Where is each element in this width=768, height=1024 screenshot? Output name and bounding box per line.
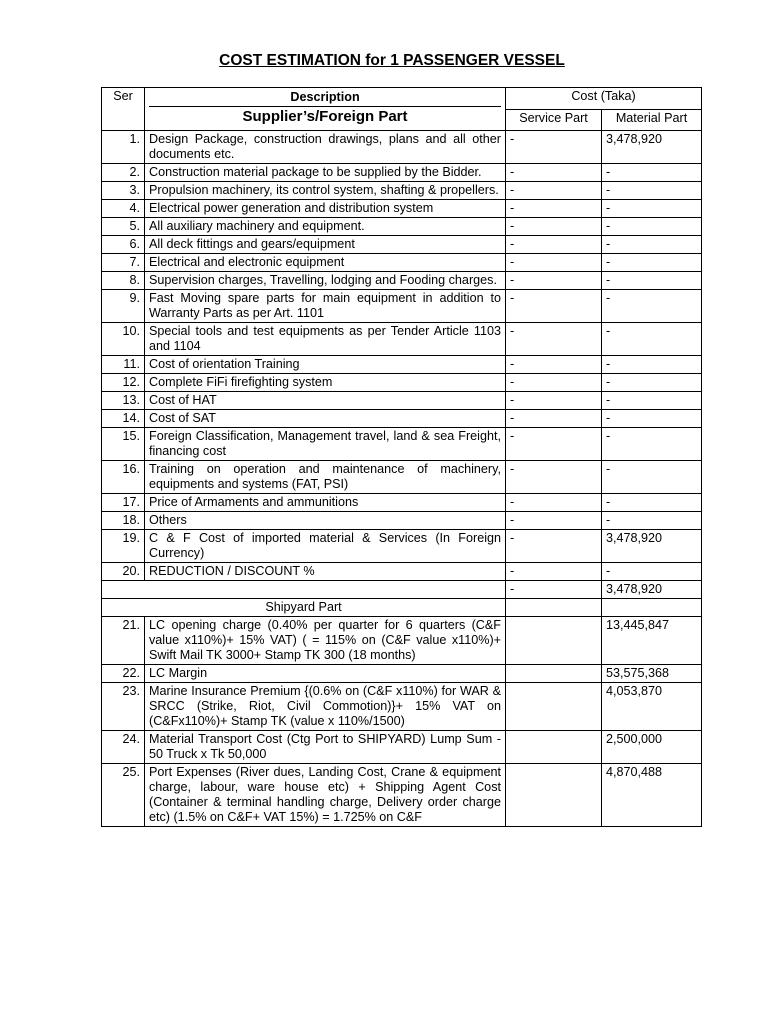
row-ser: 8. [102, 272, 145, 290]
row-service-cost: - [506, 182, 602, 200]
shipyard-section-service [506, 599, 602, 617]
row-material-cost: - [602, 494, 702, 512]
row-ser: 20. [102, 563, 145, 581]
table-row [102, 374, 702, 392]
row-service-cost: - [506, 272, 602, 290]
subtotal-service: - [506, 581, 602, 599]
row-ser: 4. [102, 200, 145, 218]
row-description: Marine Insurance Premium {(0.6% on (C&F x110%) for WAR & SRCC (Strike, Riot, Civil Commotion)}+ 15% VAT on (C&Fx110%)+ Stamp TK (value x 110%/1500) [145, 683, 506, 731]
shipyard-section-material [602, 599, 702, 617]
row-description: Design Package, construction drawings, plans and all other documents etc. [145, 131, 506, 164]
row-material-cost: - [602, 374, 702, 392]
table-row [102, 254, 702, 272]
row-service-cost: - [506, 218, 602, 236]
row-description: Supervision charges, Travelling, lodging and Fooding charges. [145, 272, 506, 290]
row-description: Cost of HAT [145, 392, 506, 410]
row-description: LC opening charge (0.40% per quarter for 6 quarters (C&F value x110%)+ 15% VAT) ( = 115% on (C&F value x110%)+ Swift Mail TK 3000+ Stamp TK 300 (18 months) [145, 617, 506, 665]
subtotal-body [102, 581, 702, 617]
table-row [102, 665, 702, 683]
row-ser: 12. [102, 374, 145, 392]
shipyard-section-row [102, 599, 702, 617]
row-service-cost: - [506, 131, 602, 164]
shipyard-part-title: Shipyard Part [102, 599, 506, 617]
row-material-cost: - [602, 290, 702, 323]
row-service-cost [506, 683, 602, 731]
row-material-cost: - [602, 356, 702, 374]
row-material-cost: - [602, 236, 702, 254]
table-row [102, 200, 702, 218]
row-service-cost [506, 764, 602, 827]
row-description: Complete FiFi firefighting system [145, 374, 506, 392]
table-row [102, 512, 702, 530]
row-description: Foreign Classification, Management travel, land & sea Freight, financing cost [145, 428, 506, 461]
row-service-cost: - [506, 254, 602, 272]
row-ser: 2. [102, 164, 145, 182]
row-material-cost: - [602, 428, 702, 461]
header-description-label: Description [149, 89, 501, 107]
row-description: Electrical and electronic equipment [145, 254, 506, 272]
row-ser: 14. [102, 410, 145, 428]
row-service-cost [506, 617, 602, 665]
row-description: Construction material package to be supplied by the Bidder. [145, 164, 506, 182]
table-row [102, 428, 702, 461]
table-row [102, 131, 702, 164]
row-description: Port Expenses (River dues, Landing Cost, Crane & equipment charge, labour, ware house etc) + Shipping Agent Cost (Container & terminal handling charge, Delivery order charge etc) (1.5% on C&F+ VAT 15%) = 1.725% on C&F [145, 764, 506, 827]
row-ser: 1. [102, 131, 145, 164]
header-row [102, 88, 702, 110]
row-ser: 18. [102, 512, 145, 530]
row-service-cost: - [506, 410, 602, 428]
row-description: C & F Cost of imported material & Services (In Foreign Currency) [145, 530, 506, 563]
table-row [102, 494, 702, 512]
table-row [102, 410, 702, 428]
row-material-cost: 2,500,000 [602, 731, 702, 764]
row-material-cost: 3,478,920 [602, 131, 702, 164]
header-description [145, 88, 506, 131]
row-ser: 5. [102, 218, 145, 236]
table-row [102, 236, 702, 254]
table-row [102, 764, 702, 827]
row-ser: 21. [102, 617, 145, 665]
row-service-cost: - [506, 374, 602, 392]
row-ser: 3. [102, 182, 145, 200]
table-row [102, 272, 702, 290]
row-material-cost: - [602, 323, 702, 356]
header-ser: Ser [102, 88, 145, 131]
row-ser: 6. [102, 236, 145, 254]
row-service-cost: - [506, 392, 602, 410]
subtotal-blank [102, 581, 506, 599]
row-material-cost: - [602, 218, 702, 236]
row-material-cost: - [602, 182, 702, 200]
row-description: Material Transport Cost (Ctg Port to SHIPYARD) Lump Sum - 50 Truck x Tk 50,000 [145, 731, 506, 764]
row-ser: 19. [102, 530, 145, 563]
row-material-cost: - [602, 200, 702, 218]
table-row [102, 731, 702, 764]
row-material-cost: - [602, 563, 702, 581]
row-material-cost: 13,445,847 [602, 617, 702, 665]
table-row [102, 218, 702, 236]
header-suppliers-part: Supplier’s/Foreign Part [242, 108, 408, 125]
header-cost: Cost (Taka) [506, 88, 702, 110]
row-description: Cost of orientation Training [145, 356, 506, 374]
table-row [102, 563, 702, 581]
row-ser: 17. [102, 494, 145, 512]
row-service-cost: - [506, 494, 602, 512]
row-ser: 7. [102, 254, 145, 272]
subtotal-material: 3,478,920 [602, 581, 702, 599]
header-material-part: Material Part [602, 109, 702, 131]
row-ser: 22. [102, 665, 145, 683]
row-service-cost: - [506, 236, 602, 254]
row-description: Price of Armaments and ammunitions [145, 494, 506, 512]
row-ser: 11. [102, 356, 145, 374]
row-material-cost: 4,053,870 [602, 683, 702, 731]
document-title [0, 52, 768, 70]
table-row [102, 323, 702, 356]
row-service-cost: - [506, 290, 602, 323]
row-service-cost: - [506, 164, 602, 182]
table-row [102, 164, 702, 182]
row-service-cost: - [506, 428, 602, 461]
row-description: Electrical power generation and distribution system [145, 200, 506, 218]
row-service-cost: - [506, 563, 602, 581]
row-ser: 16. [102, 461, 145, 494]
row-service-cost [506, 665, 602, 683]
row-ser: 10. [102, 323, 145, 356]
table-row [102, 356, 702, 374]
row-material-cost: - [602, 164, 702, 182]
row-material-cost: - [602, 272, 702, 290]
row-material-cost: - [602, 512, 702, 530]
row-ser: 15. [102, 428, 145, 461]
row-service-cost: - [506, 323, 602, 356]
row-material-cost: - [602, 254, 702, 272]
row-material-cost: - [602, 392, 702, 410]
table-row [102, 617, 702, 665]
row-ser: 23. [102, 683, 145, 731]
row-service-cost: - [506, 530, 602, 563]
row-description: LC Margin [145, 665, 506, 683]
table-row [102, 530, 702, 563]
row-description: Fast Moving spare parts for main equipment in addition to Warranty Parts as per Art. 1101 [145, 290, 506, 323]
row-service-cost: - [506, 512, 602, 530]
row-description: Training on operation and maintenance of machinery, equipments and systems (FAT, PSI) [145, 461, 506, 494]
row-material-cost: - [602, 410, 702, 428]
header-service-part: Service Part [506, 109, 602, 131]
row-service-cost: - [506, 461, 602, 494]
table-row [102, 392, 702, 410]
row-description: Special tools and test equipments as per Tender Article 1103 and 1104 [145, 323, 506, 356]
row-material-cost: - [602, 461, 702, 494]
subtotal-row [102, 581, 702, 599]
row-description: Propulsion machinery, its control system, shafting & propellers. [145, 182, 506, 200]
row-description: All auxiliary machinery and equipment. [145, 218, 506, 236]
foreign-part-body [102, 131, 702, 581]
cost-estimation-table [101, 87, 702, 827]
row-material-cost: 3,478,920 [602, 530, 702, 563]
row-service-cost: - [506, 200, 602, 218]
row-service-cost: - [506, 356, 602, 374]
row-ser: 25. [102, 764, 145, 827]
row-description: REDUCTION / DISCOUNT % [145, 563, 506, 581]
row-ser: 13. [102, 392, 145, 410]
row-ser: 24. [102, 731, 145, 764]
row-material-cost: 53,575,368 [602, 665, 702, 683]
table-row [102, 461, 702, 494]
row-description: All deck fittings and gears/equipment [145, 236, 506, 254]
table-row [102, 182, 702, 200]
row-material-cost: 4,870,488 [602, 764, 702, 827]
document-title-text: COST ESTIMATION for 1 PASSENGER VESSEL [219, 52, 565, 69]
row-service-cost [506, 731, 602, 764]
row-description: Cost of SAT [145, 410, 506, 428]
row-ser: 9. [102, 290, 145, 323]
shipyard-part-body [102, 617, 702, 827]
table-row [102, 290, 702, 323]
table-row [102, 683, 702, 731]
row-description: Others [145, 512, 506, 530]
